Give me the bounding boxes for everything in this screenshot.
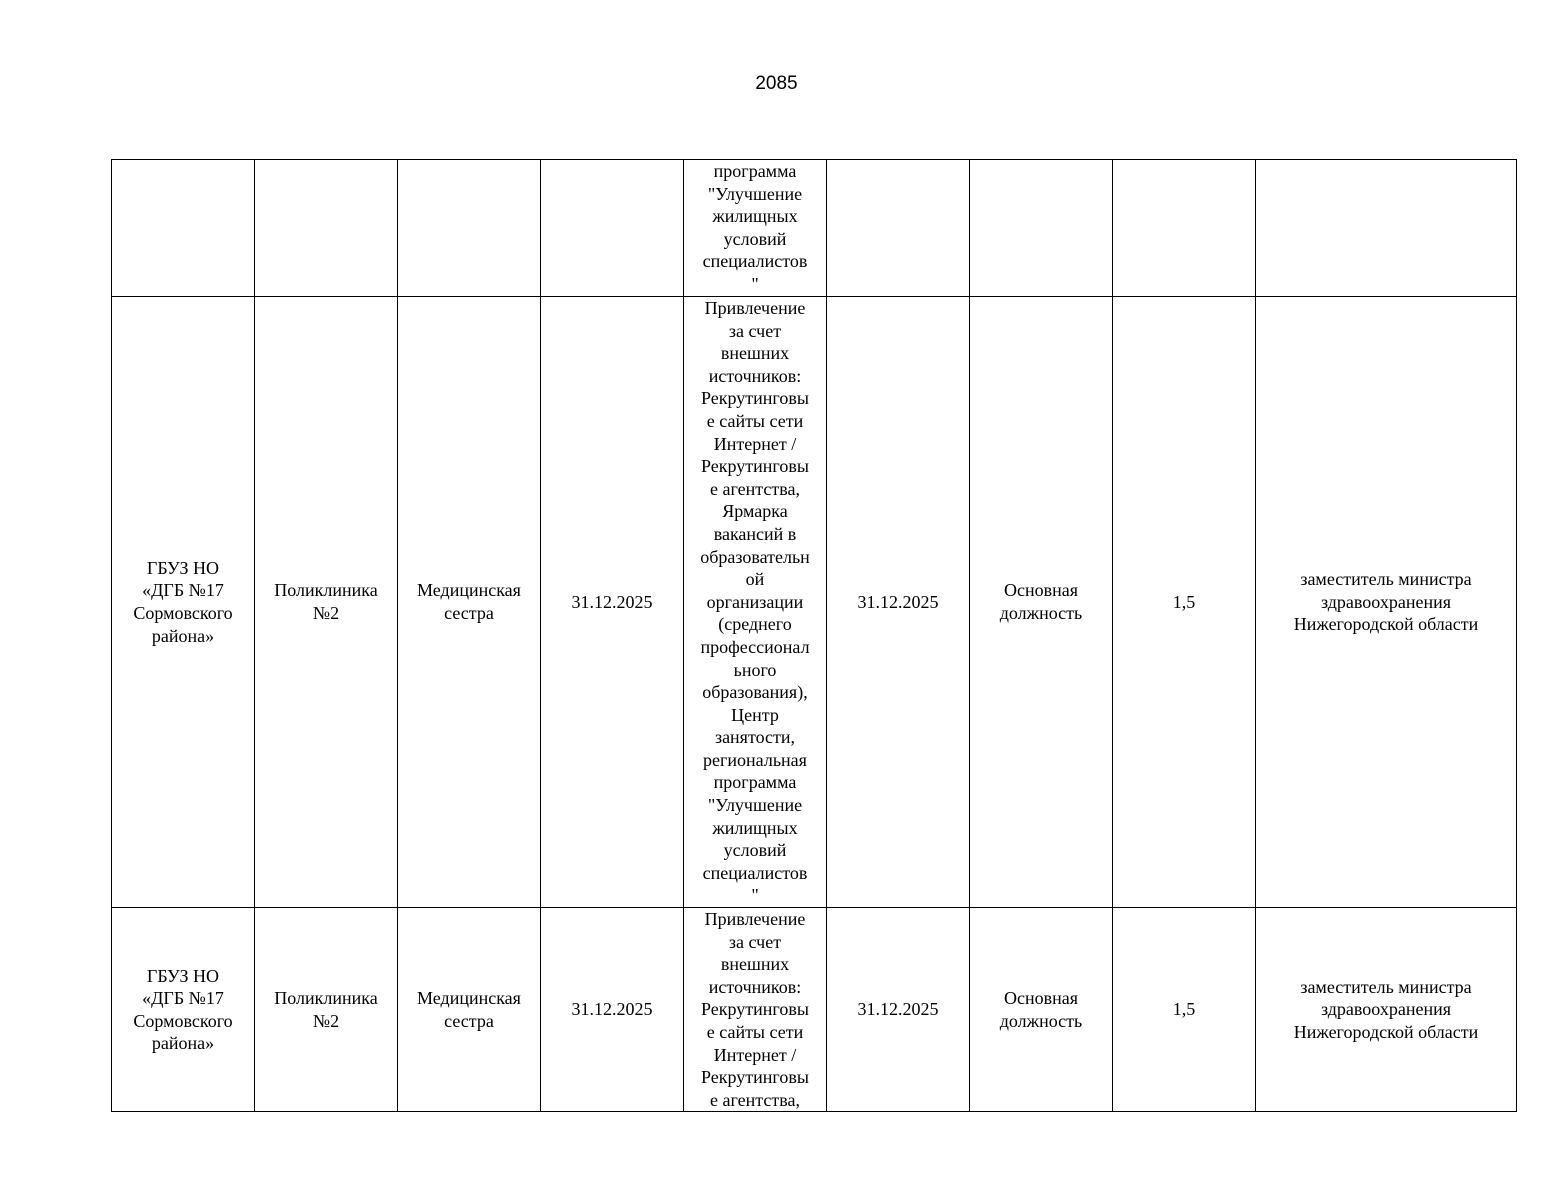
date-cell [541,160,684,297]
rate-cell [1113,160,1256,297]
employment-cell: Основная должность [970,908,1113,1112]
page-number: 2085 [755,73,798,94]
rate-cell: 1,5 [1113,297,1256,908]
sources-cell: программа "Улучшение жилищных условий специалистов " [684,160,827,297]
employment-cell: Основная должность [970,297,1113,908]
date-cell: 31.12.2025 [541,297,684,908]
employment-cell [970,160,1113,297]
table-row [112,160,1517,297]
sources-cell: Привлечение за счет внешних источников: Рекрутинговы е сайты сети Интернет / Рекрутинговы е агентства, Ярмарка вакансий в образовательн ой организации (среднего профессионал ьного образования), Центр занятости, региональная программа "Улучшение жилищных условий специалистов " [684,297,827,908]
data-table [111,159,1517,1112]
organization-cell: ГБУЗ НО «ДГБ №17 Сормовского района» [112,908,255,1112]
position-cell [398,160,541,297]
organization-cell: ГБУЗ НО «ДГБ №17 Сормовского района» [112,297,255,908]
table-row [112,908,1517,1112]
position-cell: Медицинская сестра [398,908,541,1112]
deadline-cell: 31.12.2025 [827,908,970,1112]
sources-cell: Привлечение за счет внешних источников: Рекрутинговы е сайты сети Интернет / Рекрутинговы е агентства, [684,908,827,1112]
organization-cell [112,160,255,297]
responsible-cell [1256,160,1517,297]
deadline-cell: 31.12.2025 [827,297,970,908]
rate-cell: 1,5 [1113,908,1256,1112]
deadline-cell [827,160,970,297]
responsible-cell: заместитель министра здравоохранения Нижегородской области [1256,297,1517,908]
responsible-cell: заместитель министра здравоохранения Нижегородской области [1256,908,1517,1112]
date-cell: 31.12.2025 [541,908,684,1112]
subdivision-cell: Поликлиника №2 [255,297,398,908]
position-cell: Медицинская сестра [398,297,541,908]
table-row [112,297,1517,908]
subdivision-cell: Поликлиника №2 [255,908,398,1112]
subdivision-cell [255,160,398,297]
